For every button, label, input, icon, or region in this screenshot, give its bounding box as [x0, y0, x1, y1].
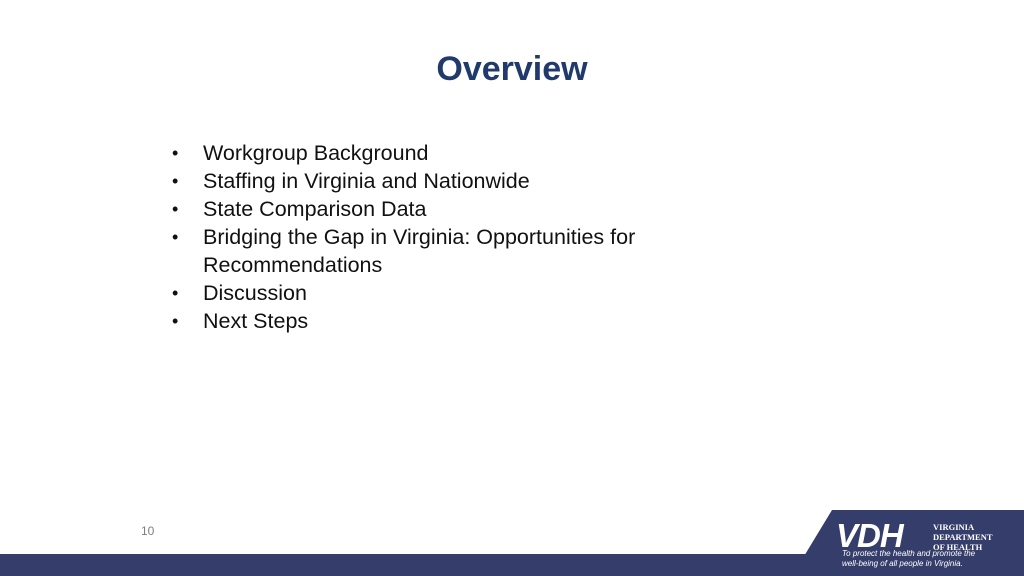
vdh-logo-mark: VDH	[836, 517, 903, 554]
logo-org-line: DEPARTMENT	[933, 532, 993, 542]
vdh-logo-org-name	[933, 522, 993, 552]
bullet-item	[170, 167, 730, 195]
bullet-item	[170, 223, 730, 279]
bullet-text: State Comparison Data	[203, 197, 427, 221]
bullet-item	[170, 139, 730, 167]
logo-org-line: VIRGINIA	[933, 522, 975, 532]
bullet-text: Staffing in Virginia and Nationwide	[203, 169, 530, 193]
bullet-icon: •	[172, 283, 179, 303]
bullet-list	[170, 139, 730, 335]
bullet-text: Workgroup Background	[203, 141, 429, 165]
bullet-icon: •	[172, 311, 179, 331]
bullet-icon: •	[172, 199, 179, 219]
bullet-icon: •	[172, 227, 179, 247]
bullet-item	[170, 279, 730, 307]
bullet-item	[170, 307, 730, 335]
bullet-icon: •	[172, 143, 179, 163]
slide-number: 10	[141, 524, 155, 538]
bullet-text: Bridging the Gap in Virginia: Opportunities for Recommendations	[203, 225, 636, 277]
slide-title: Overview	[436, 50, 588, 88]
tagline-line: well-being of all people in Virginia.	[842, 559, 963, 568]
logo-org-line: OF HEALTH	[933, 542, 983, 552]
bullet-text: Next Steps	[203, 309, 309, 333]
bullet-item	[170, 195, 730, 223]
bullet-icon: •	[172, 171, 179, 191]
vdh-tagline	[842, 549, 975, 569]
tagline-line: To protect the health and promote the	[842, 549, 976, 558]
bullet-text: Discussion	[203, 281, 307, 305]
